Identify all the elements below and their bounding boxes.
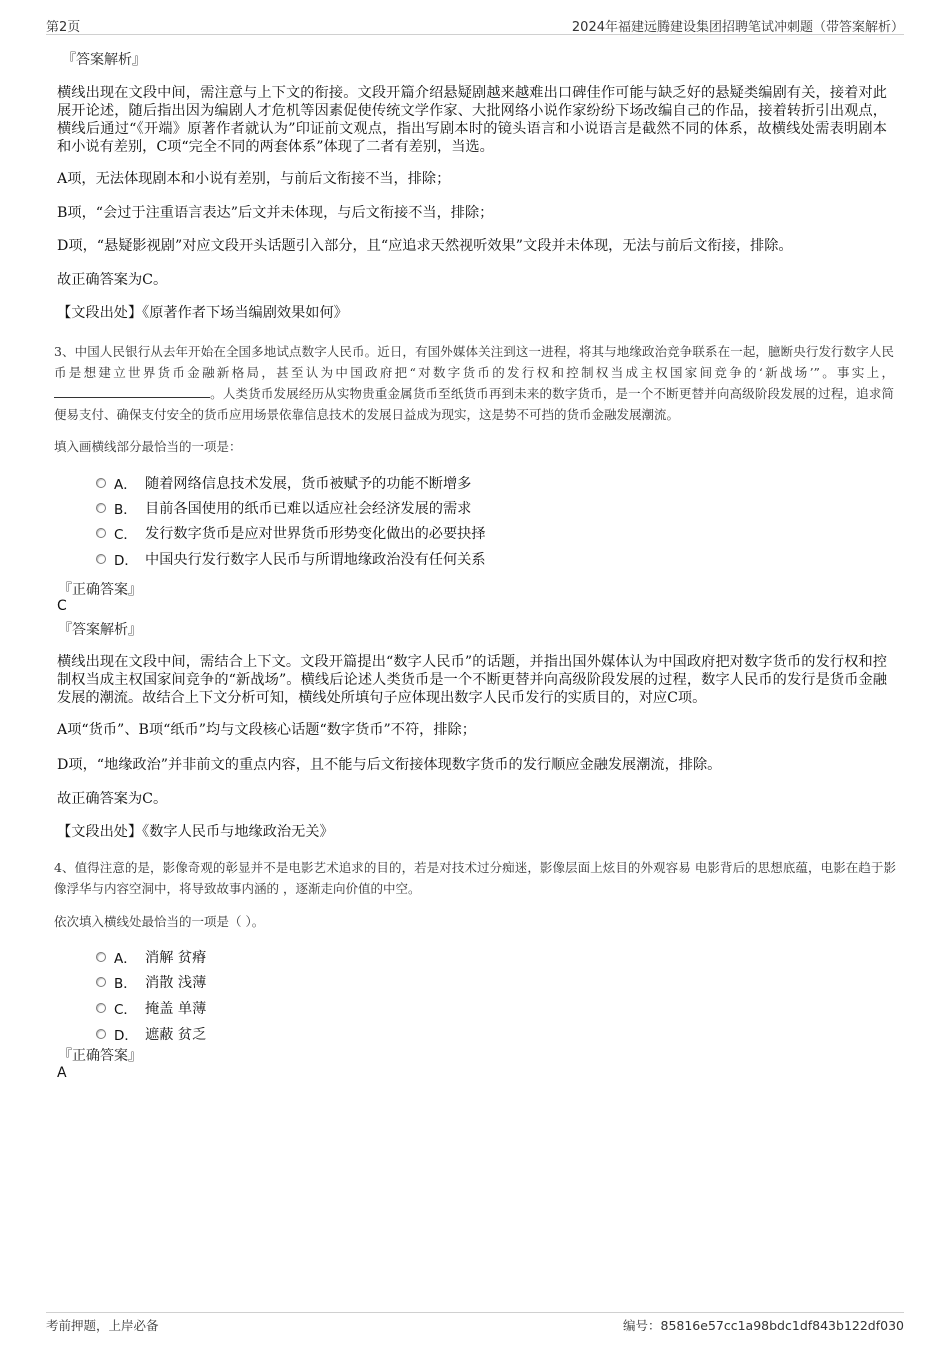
q2-conclusion: 故正确答案为C。 (57, 272, 168, 288)
q2-source: 【文段出处】《原著作者下场当编剧效果如何》 (57, 305, 348, 321)
option-letter: C． (114, 527, 137, 543)
q4-stem: 4、值得注意的是，影像奇观的彰显并不是电影艺术追求的目的，若是对技术过分痴迷，影像层面上炫目的外观容易 电影背后的思想底蕴，电影在趋于影像浮华与内容空洞中，将导致故事内涵的 ，逐渐走向价值的中空。 (54, 860, 896, 896)
q3-analysis-label: 『答案解析』 (58, 622, 142, 638)
page-number: 第2页 (46, 20, 81, 35)
option-text: 随着网络信息技术发展，货币被赋予的功能不断增多 (145, 476, 472, 492)
q2-analysis-text: 横线出现在文段中间，需注意与上下文的衔接。文段开篇介绍悬疑剧越来越难出口碑佳作可能与缺乏好的悬疑类编剧有关，接着对此展开论述，随后指出因为编剧人才危机等因素促使传统文学作家、大批网络小说作家纷纷下场改编自己的作品，接着转折引出观点，横线后通过“《开端》原著作者就认为”印证前文观点，指出写剧本时的镜头语言和小说语言是截然不同的体系，故横线处需表明剧本和小说有差别，C项“完全不同的两套体系”体现了二者有差别，当选。 (57, 85, 887, 155)
q3-prompt: 填入画横线部分最恰当的一项是： (54, 439, 242, 454)
radio-button[interactable] (96, 1003, 106, 1013)
q3-stem-after-blank: 。人类货币发展经历从实物贵重金属货币至纸货币再到未来的数字货币，是一个不断更替并向高级阶段发展的过程，追求简便易支付、确保支付安全的货币应用场景依靠信息技术的发展日益成为现实，这是势不可挡的货币金融发展潮流。 (54, 386, 894, 422)
radio-button[interactable] (96, 977, 106, 987)
q4-answer-label: 『正确答案』 (58, 1048, 142, 1064)
q3-option-ab-analysis: A项“货币”、B项“纸币”均与文段核心话题“数字货币”不符，排除； (57, 722, 476, 738)
q3-analysis-text: 横线出现在文段中间，需结合上下文。文段开篇提出“数字人民币”的话题，并指出国外媒体认为中国政府把对数字货币的发行权和控制权当成主权国家间竞争的“新战场”。横线后论述人类货币是一个不断更替并向高级阶段发展的过程，数字人民币的发行是货币金融发展的潮流。故结合上下文分析可知，横线处所填句子应体现出数字人民币发行的实质目的，对应C项。 (57, 654, 887, 706)
q3-conclusion: 故正确答案为C。 (57, 791, 168, 807)
option-letter: A． (114, 477, 137, 493)
option-text: 目前各国使用的纸币已难以适应社会经济发展的需求 (145, 501, 472, 517)
page-footer (46, 1312, 904, 1335)
option-text: 消散 浅薄 (145, 975, 207, 991)
radio-button[interactable] (96, 528, 106, 538)
document-code: 编号：85816e57cc1a98bdc1df843b122df030 (623, 1318, 904, 1333)
option-letter: C． (114, 1002, 137, 1018)
option-text: 发行数字货币是应对世界货币形势变化做出的必要抉择 (145, 526, 486, 542)
document-title: 2024年福建远腾建设集团招聘笔试冲刺题（带答案解析） (571, 20, 904, 35)
option-text: 遮蔽 贫乏 (145, 1027, 207, 1043)
q3-source: 【文段出处】《数字人民币与地缘政治无关》 (57, 824, 334, 840)
q2-option-d-analysis: D项，“悬疑影视剧”对应文段开头话题引入部分，且“应追求天然视听效果”文段并未体现，无法与前后文衔接，排除。 (57, 238, 793, 254)
option-text: 掩盖 单薄 (145, 1001, 207, 1017)
q3-option-d-analysis: D项，“地缘政治”并非前文的重点内容，且不能与后文衔接体现数字货币的发行顺应金融发展潮流，排除。 (57, 757, 722, 773)
q2-option-a-analysis: A项，无法体现剧本和小说有差别，与前后文衔接不当，排除； (57, 171, 451, 187)
option-letter: B． (114, 976, 137, 992)
q3-answer-label: 『正确答案』 (58, 582, 142, 598)
option-text: 消解 贫瘠 (145, 950, 207, 966)
footer-slogan: 考前押题，上岸必备 (46, 1318, 159, 1333)
option-text: 中国央行发行数字人民币与所谓地缘政治没有任何关系 (145, 552, 486, 568)
page-header (46, 14, 904, 35)
radio-button[interactable] (96, 554, 106, 564)
q3-stem (54, 341, 894, 425)
q3-stem-before-blank: 3、中国人民银行从去年开始在全国多地试点数字人民币。近日，有国外媒体关注到这一进程，将其与地缘政治竞争联系在一起，臆断央行发行数字人民币是想建立世界货币金融新格局，甚至认为中国政府把“对数字货币的发行权和控制权当成主权国家间竞争的‘新战场’”。事实上， (54, 344, 894, 380)
q2-option-b-analysis: B项，“会过于注重语言表达”后文并未体现，与后文衔接不当，排除； (57, 205, 494, 221)
radio-button[interactable] (96, 503, 106, 513)
q4-prompt: 依次填入横线处最恰当的一项是（ ）。 (54, 914, 265, 929)
q2-analysis-label: 『答案解析』 (62, 52, 146, 68)
radio-button[interactable] (96, 952, 106, 962)
q3-blank (54, 385, 210, 398)
q4-answer: A (57, 1065, 67, 1081)
option-letter: A． (114, 951, 137, 967)
q3-answer: C (57, 598, 67, 614)
radio-button[interactable] (96, 1029, 106, 1039)
option-letter: D． (114, 1028, 138, 1044)
option-letter: B． (114, 502, 137, 518)
option-letter: D． (114, 553, 138, 569)
radio-button[interactable] (96, 478, 106, 488)
